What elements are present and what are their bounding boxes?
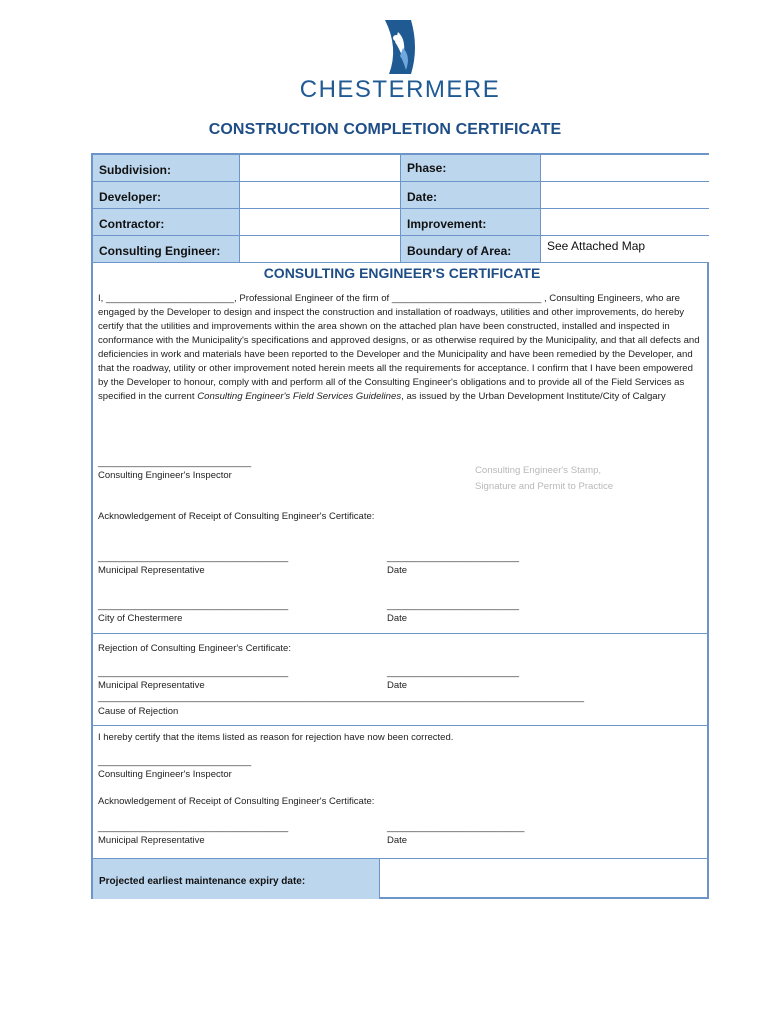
- municipal-rep-label: Municipal Representative: [98, 565, 205, 576]
- date-field[interactable]: [541, 182, 709, 209]
- boundary-label: Boundary of Area:: [401, 236, 541, 263]
- rejection-rep-signature-line[interactable]: ____________________________________: [98, 667, 289, 678]
- acknowledgement-label-2: Acknowledgement of Receipt of Consulting Engineer's Certificate:: [98, 796, 375, 807]
- city-label: City of Chestermere: [98, 613, 183, 624]
- inspector-label: Consulting Engineer's Inspector: [98, 470, 232, 481]
- certificate-outro: , as issued by the Urban Development Institute/City of Calgary: [401, 391, 666, 402]
- city-date-label: Date: [387, 613, 408, 624]
- developer-field[interactable]: [240, 182, 401, 209]
- rejection-date-line[interactable]: _________________________: [387, 667, 520, 678]
- maintenance-expiry-label: Projected earliest maintenance expiry date:: [93, 858, 380, 899]
- chestermere-logo: [280, 18, 520, 102]
- consulting-engineer-field[interactable]: [240, 236, 401, 263]
- rejection-rep-label: Municipal Representative: [98, 680, 205, 691]
- guideline-title: Consulting Engineer's Field Services Guidelines: [197, 391, 402, 402]
- final-rep-label: Municipal Representative: [98, 835, 205, 846]
- logo-wordmark: CHESTERMERE: [299, 76, 501, 103]
- certificate-form: [91, 153, 709, 899]
- stamp-text-2: Signature and Permit to Practice: [475, 481, 614, 492]
- form-row-contractor: [93, 209, 707, 236]
- subdivision-field[interactable]: [240, 155, 401, 182]
- boundary-field[interactable]: See Attached Map: [541, 236, 709, 263]
- correction-statement: I hereby certify that the items listed as reason for rejection have now been corrected.: [98, 732, 454, 743]
- date-label: Date:: [401, 182, 541, 209]
- subdivision-label: Subdivision:: [93, 155, 240, 182]
- final-date-line[interactable]: __________________________: [387, 822, 525, 833]
- maintenance-expiry-field[interactable]: [380, 858, 709, 899]
- form-row-engineer: [93, 236, 707, 263]
- final-rep-signature-line[interactable]: ____________________________________: [98, 822, 289, 833]
- cause-of-rejection-label: Cause of Rejection: [98, 706, 179, 717]
- form-row-subdivision: [93, 155, 707, 182]
- sail-logo-icon: [381, 18, 421, 76]
- inspector-signature-line[interactable]: _____________________________: [98, 457, 252, 468]
- final-date-label: Date: [387, 835, 408, 846]
- developer-label: Developer:: [93, 182, 240, 209]
- acknowledgement-label: Acknowledgement of Receipt of Consulting Engineer's Certificate:: [98, 511, 375, 522]
- contractor-field[interactable]: [240, 209, 401, 236]
- municipal-date-label: Date: [387, 565, 408, 576]
- correction-inspector-line[interactable]: _____________________________: [98, 756, 252, 767]
- city-date-line[interactable]: _________________________: [387, 600, 520, 611]
- section-divider: [93, 633, 707, 634]
- phase-label: Phase:: [401, 155, 541, 182]
- section-title: CONSULTING ENGINEER'S CERTIFICATE: [263, 265, 541, 281]
- certificate-paragraph: [98, 292, 703, 404]
- cause-of-rejection-line[interactable]: ____________________________________________________________________________________________: [98, 692, 585, 703]
- phase-field[interactable]: [541, 155, 709, 182]
- stamp-placeholder: [475, 463, 613, 495]
- municipal-rep-signature-line[interactable]: ____________________________________: [98, 552, 289, 563]
- correction-inspector-label: Consulting Engineer's Inspector: [98, 769, 232, 780]
- form-row-developer: [93, 182, 707, 209]
- rejection-label: Rejection of Consulting Engineer's Certificate:: [98, 643, 291, 654]
- certificate-intro: I, ________________________, Professional Engineer of the firm of ____________________________ , Consulting Engineers, who are engaged by the Developer to design and inspect the construction and installation of roadways, utilities and other improvements, do hereby certify that the utilities and improvements within the area shown on the attached plan have been constructed, installed and inspected in conformance with the Municipality's specifications and approved designs, or as otherwise required by the Municipality, and that all defects and deficiencies in work and materials have been reported to the Developer and the Municipality and have been remedied by the Developer, and that the roadway, utility or other improvement noted herein meets all the requirements for acceptance. I confirm that I have been empowered by the Developer to honour, comply with and perform all of the Consulting Engineer's obligations and to provide all of the Field Services as specified in the current: [98, 293, 700, 402]
- municipal-date-line[interactable]: _________________________: [387, 552, 520, 563]
- section-divider: [93, 725, 707, 726]
- improvement-field[interactable]: [541, 209, 709, 236]
- contractor-label: Contractor:: [93, 209, 240, 236]
- document-title: CONSTRUCTION COMPLETION CERTIFICATE: [208, 121, 562, 138]
- rejection-date-label: Date: [387, 680, 408, 691]
- city-signature-line[interactable]: ____________________________________: [98, 600, 289, 611]
- stamp-text-1: Consulting Engineer's Stamp,: [475, 465, 602, 476]
- improvement-label: Improvement:: [401, 209, 541, 236]
- consulting-engineer-label: Consulting Engineer:: [93, 236, 240, 263]
